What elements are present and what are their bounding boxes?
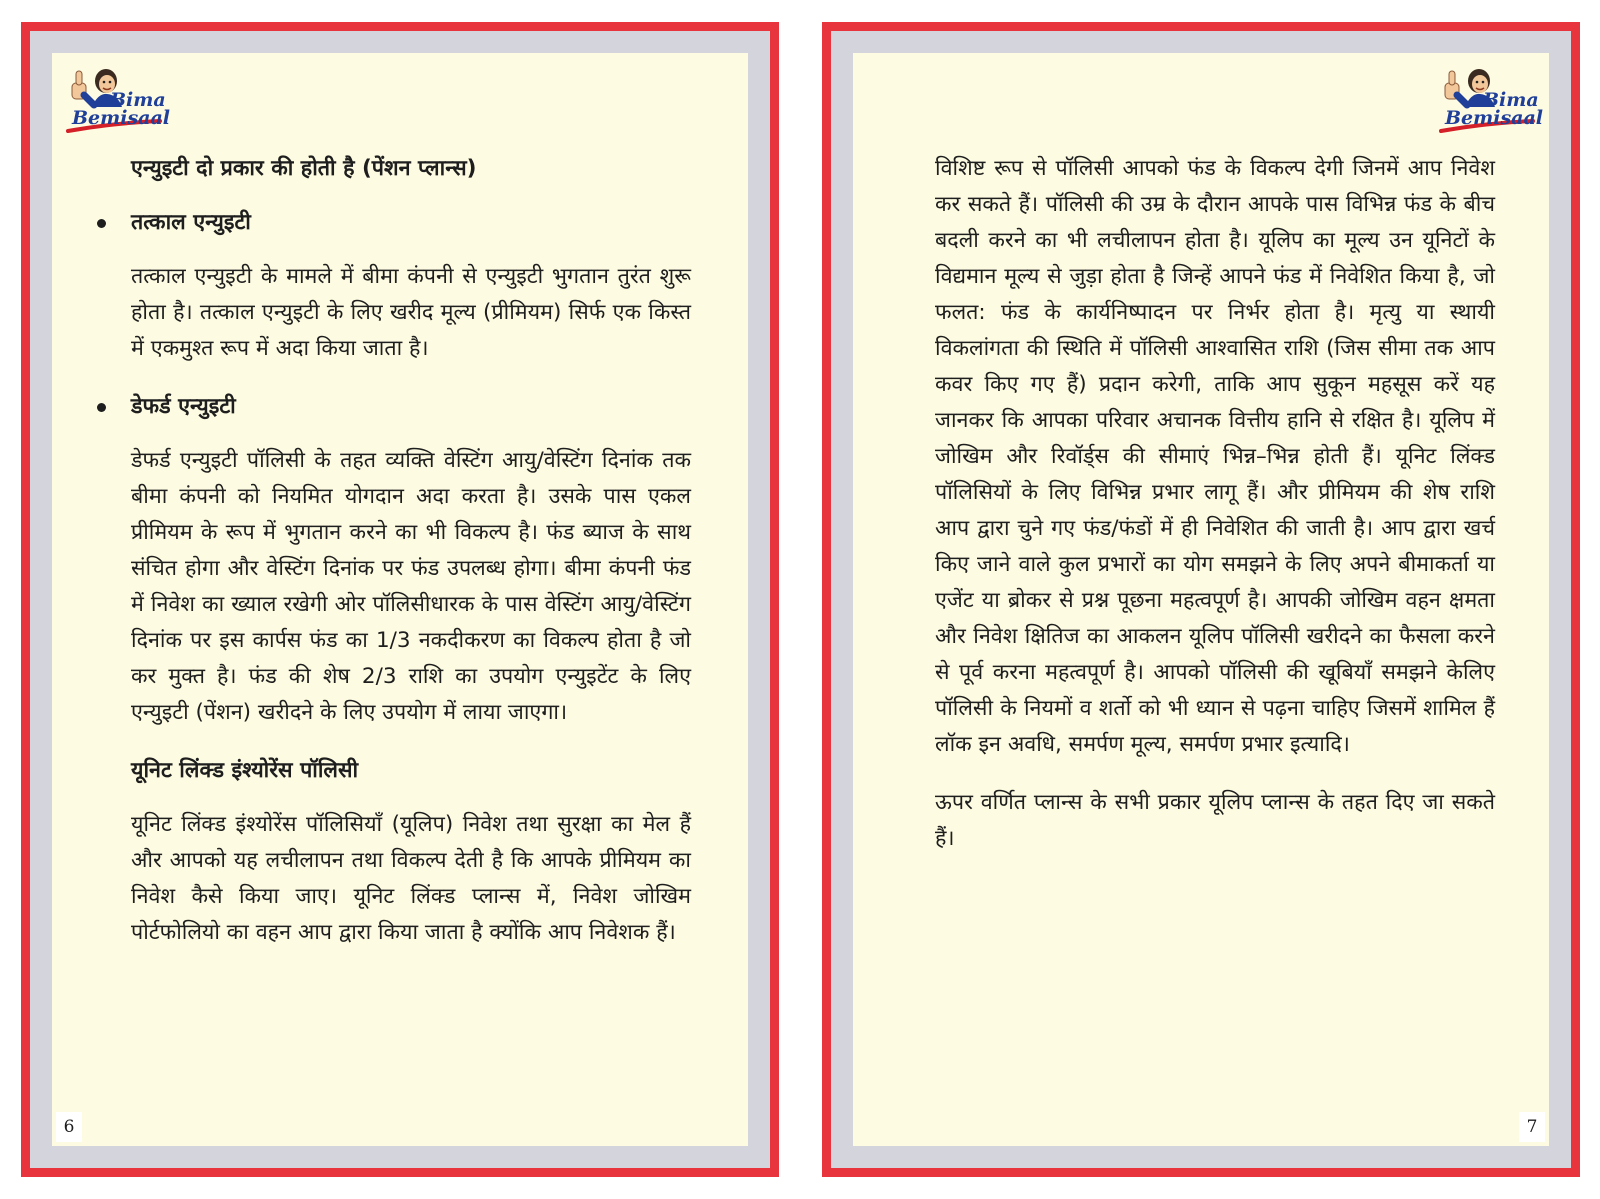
left-page [21, 22, 779, 1177]
page-number: 6 [56, 1112, 82, 1142]
bima-bemisaal-logo [1431, 61, 1544, 139]
deferred-annuity-title [131, 389, 691, 425]
bullet-icon [97, 403, 106, 412]
ulip-heading: यूनिट लिंक्ड इंश्योरेंस पॉलिसी [131, 758, 359, 783]
right-page-frame [831, 31, 1571, 1168]
immediate-annuity-title [131, 205, 691, 241]
logo-text-bima: Bima [1483, 89, 1539, 111]
right-page-paper [853, 53, 1549, 1146]
bullet-icon [97, 219, 106, 228]
logo-text-bima: Bima [110, 89, 166, 111]
immediate-annuity-label: तत्काल एन्युइटी [131, 210, 251, 235]
ulip-plans-note: ऊपर वर्णित प्लान्स के सभी प्रकार यूलिप प्लान्स के तहत दिए जा सकते हैं। [935, 790, 1495, 851]
left-page-paper [52, 53, 748, 1146]
immediate-annuity-text: तत्काल एन्युइटी के मामले में बीमा कंपनी से एन्युइटी भुगतान तुरंत शुरू होता है। तत्काल एन्युइटी के लिए खरीद मूल्य (प्रीमियम) सिर्फ एक किस्त में एकमुश्त रूप में अदा किया जाता है। [131, 264, 691, 361]
right-page [822, 22, 1580, 1177]
annuity-types-heading: एन्युइटी दो प्रकार की होती है (पेंशन प्लान्स) [131, 156, 477, 181]
left-page-content [131, 151, 691, 973]
deferred-annuity-label: डेफर्ड एन्युइटी [131, 394, 236, 419]
logo-text-bemisaal: Bemisaal [72, 107, 171, 129]
bima-bemisaal-logo [58, 61, 171, 139]
left-page-frame [30, 31, 770, 1168]
ulip-intro-text: यूनिट लिंक्ड इंश्योरेंस पॉलिसियाँ (यूलिप) निवेश तथा सुरक्षा का मेल हैं और आपको यह लचीलापन तथा विकल्प देती है कि आपके प्रीमियम का निवेश कैसे किया जाए। यूनिट लिंक्ड प्लान्स में, निवेश जोखिम पोर्टफोलियो का वहन आप द्वारा किया जाता है क्योंकि आप निवेशक हैं। [131, 812, 691, 945]
ulip-detail-text: विशिष्ट रूप से पॉलिसी आपको फंड के विकल्प देगी जिनमें आप निवेश कर सकते हैं। पॉलिसी की उम्र के दौरान आपके पास विभिन्न फंड के बीच बदली करने का भी लचीलापन होता है। यूलिप का मूल्य उन यूनिटों के विद्यमान मूल्य से जुड़ा होता है जिन्हें आपने फंड में निवेशित किया है, जो फलत: फंड के कार्यनिष्पादन पर निर्भर होता है। मृत्यु या स्थायी विकलांगता की स्थिति में पॉलिसी आश्वासित राशि (जिस सीमा तक आप कवर किए गए हैं) प्रदान करेगी, ताकि आप सुकून महसूस करें यह जानकर कि आपका परिवार अचानक वित्तीय हानि से रक्षित है। यूलिप में जोखिम और रिवॉर्ड्स की सीमाएं भिन्न–भिन्न होती हैं। यूनिट लिंक्ड पॉलिसियों के लिए विभिन्न प्रभार लागू हैं। और प्रीमियम की शेष राशि आप द्वारा चुने गए फंड/फंडों में ही निवेशित की जाती है। आप द्वारा खर्च किए जाने वाले कुल प्रभारों का योग समझने के लिए अपने बीमाकर्ता या एजेंट या ब्रोकर से प्रश्न पूछना महत्वपूर्ण है। आपकी जोखिम वहन क्षमता और निवेश क्षितिज का आकलन यूलिप पॉलिसी खरीदने का फैसला करने से पूर्व करना महत्वपूर्ण है। आपको पॉलिसी की खूबियाँ समझने केलिए पॉलिसी के नियमों व शर्तो को भी ध्यान से पढ़ना चाहिए जिसमें शामिल हैं लॉक इन अवधि, समर्पण मूल्य, समर्पण प्रभार इत्यादि। [935, 156, 1495, 757]
right-page-content [935, 151, 1495, 879]
page-number: 7 [1519, 1112, 1545, 1142]
logo-text-bemisaal: Bemisaal [1445, 107, 1544, 129]
deferred-annuity-text: डेफर्ड एन्युइटी पॉलिसी के तहत व्यक्ति वेस्टिंग आयु/वेस्टिंग दिनांक तक बीमा कंपनी को नियमित योगदान अदा करता है। उसके पास एकल प्रीमियम के रूप में भुगतान करने का भी विकल्प है। फंड ब्याज के साथ संचित होगा और वेस्टिंग दिनांक पर फंड उपलब्ध होगा। बीमा कंपनी फंड में निवेश का ख्याल रखेगी ओर पॉलिसीधारक के पास वेस्टिंग आयु/वेस्टिंग दिनांक पर इस कार्पस फंड का 1/3 नकदीकरण का विकल्प होता है जो कर मुक्त है। फंड की शेष 2/3 राशि का उपयोग एन्युइटेंट के लिए एन्युइटी (पेंशन) खरीदने के लिए उपयोग में लाया जाएगा। [131, 448, 691, 725]
